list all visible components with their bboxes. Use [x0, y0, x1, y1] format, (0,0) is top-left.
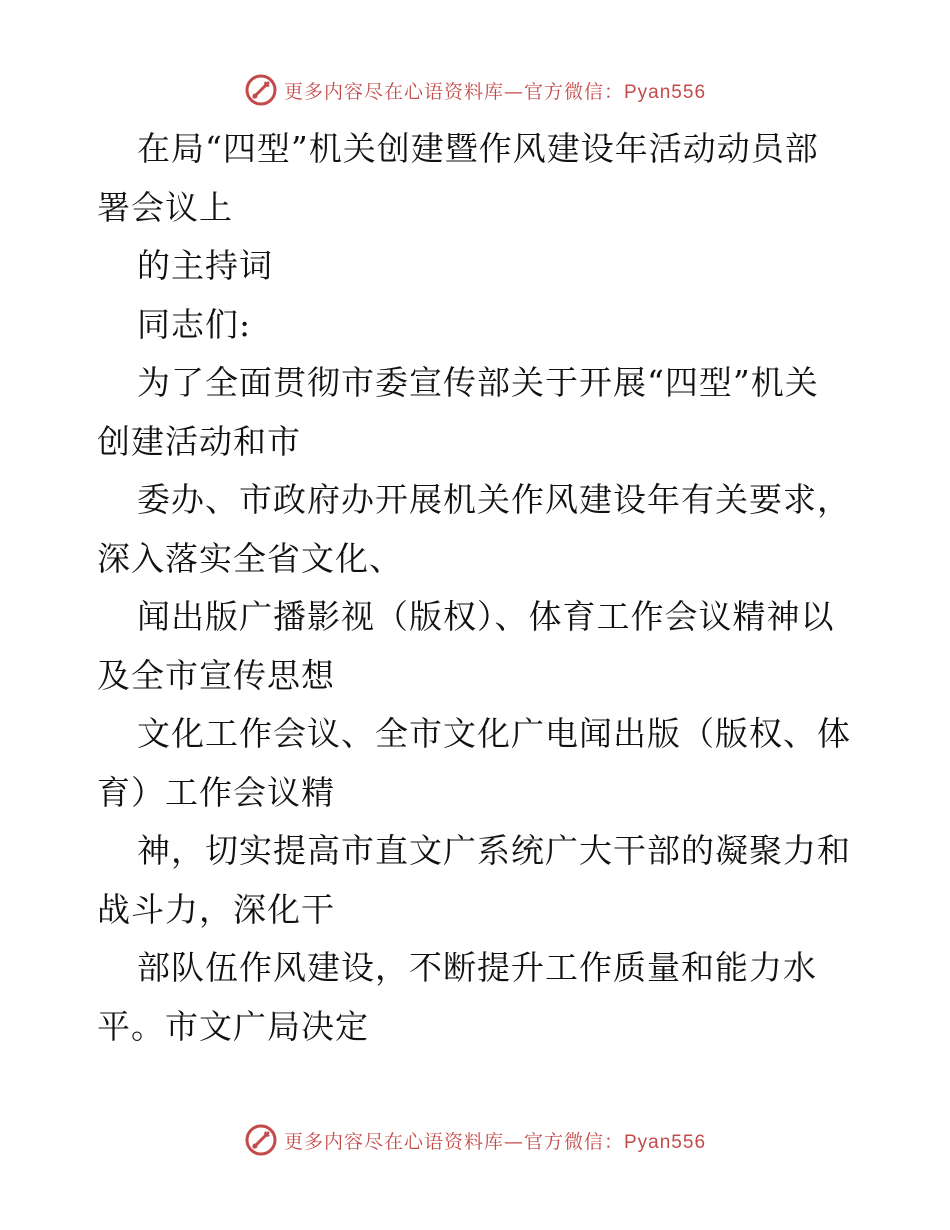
- paragraph-line: 育）工作会议精: [97, 772, 335, 812]
- document-body: [97, 120, 857, 1056]
- watermark-wechat-id: Pyan556: [624, 1131, 707, 1153]
- paragraph-line: 闻出版广播影视（版权）、体育工作会议精神以: [137, 597, 835, 636]
- paragraph-line: 文化工作会议、全市文化广电闻出版（版权、体: [137, 714, 851, 753]
- paragraph-line: 战斗力，深化干: [97, 889, 335, 929]
- paragraph-line: 深入落实全省文化、: [97, 538, 403, 578]
- paragraph-line: 委办、市政府办开展机关作风建设年有关要求，: [137, 480, 851, 519]
- salutation: 同志们:: [137, 304, 252, 344]
- seal-brush-icon: [244, 73, 278, 107]
- paragraph-line: 为了全面贯彻市委宣传部关于开展“四型”机关: [137, 363, 819, 402]
- paragraph-line: 创建活动和市: [97, 421, 301, 461]
- title-line-2: 署会议上: [97, 187, 233, 227]
- paragraph-line: 平。市文广局决定: [97, 1006, 369, 1046]
- paragraph-line: 及全市宣传思想: [97, 655, 335, 695]
- watermark-text: [284, 1127, 706, 1154]
- paragraph-line: 部队伍作风建设，不断提升工作质量和能力水: [137, 948, 817, 987]
- footer-watermark: [0, 1122, 950, 1158]
- header-watermark: [0, 72, 950, 108]
- title-line-3: 的主持词: [137, 246, 273, 285]
- watermark-text-cn: 更多内容尽在心语资料库—官方微信：: [283, 80, 624, 103]
- watermark-text: [284, 77, 706, 104]
- watermark-wechat-id: Pyan556: [624, 81, 707, 103]
- seal-brush-icon: [244, 1123, 278, 1157]
- title-line-1: 在局“四型”机关创建暨作风建设年活动动员部: [137, 129, 819, 168]
- paragraph-line: 神，切实提高市直文广系统广大干部的凝聚力和: [137, 831, 851, 870]
- watermark-text-cn: 更多内容尽在心语资料库—官方微信：: [283, 1130, 624, 1153]
